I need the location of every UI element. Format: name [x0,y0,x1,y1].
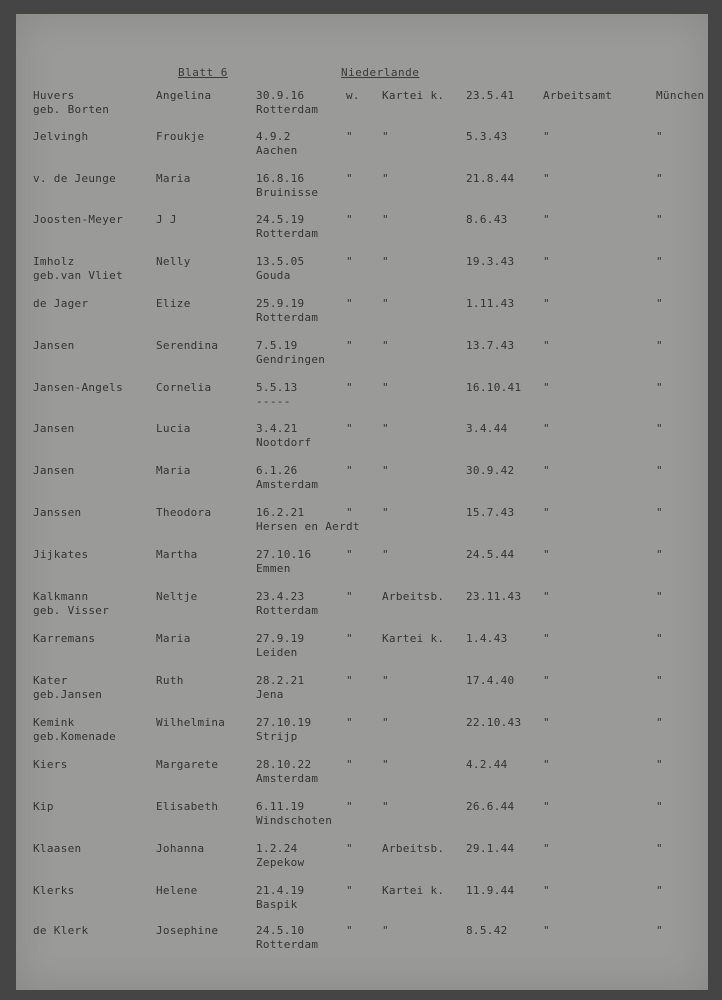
registration-date: 8.6.43 [466,213,508,226]
office: " [543,548,550,561]
office: " [543,842,550,855]
sex: " [346,172,353,185]
table-row [16,674,708,714]
birth-place: Hersen en Aerdt [256,520,360,533]
surname: Huvers [33,89,75,102]
city: " [656,548,663,561]
first-name: Theodora [156,506,212,519]
city: " [656,674,663,687]
table-row [16,884,708,924]
office: " [543,464,550,477]
first-name: Elize [156,297,191,310]
birth-date: 27.10.16 [256,548,312,561]
card-type: " [382,213,389,226]
surname: Imholz [33,255,75,268]
birth-date: 24.5.10 [256,924,305,937]
registration-date: 16.10.41 [466,381,522,394]
surname: Kalkmann [33,590,89,603]
city: " [656,172,663,185]
table-row [16,213,708,253]
first-name: Elisabeth [156,800,219,813]
registration-date: 11.9.44 [466,884,515,897]
birth-place: Amsterdam [256,478,319,491]
sex: " [346,381,353,394]
table-row [16,89,708,129]
card-type: " [382,716,389,729]
birth-date: 28.10.22 [256,758,312,771]
first-name: Margarete [156,758,219,771]
office: " [543,506,550,519]
city: " [656,381,663,394]
birth-date: 25.9.19 [256,297,305,310]
card-type: Arbeitsb. [382,590,445,603]
birth-place: Emmen [256,562,291,575]
card-type: " [382,130,389,143]
sex: " [346,255,353,268]
sex: " [346,130,353,143]
registration-date: 30.9.42 [466,464,515,477]
birth-place: Gouda [256,269,291,282]
birth-date: 23.4.23 [256,590,305,603]
birth-place: Rotterdam [256,103,319,116]
table-row [16,758,708,798]
surname: Jijkates [33,548,89,561]
registration-date: 22.10.43 [466,716,522,729]
birth-date: 24.5.19 [256,213,305,226]
card-type: " [382,172,389,185]
office: Arbeitsamt [543,89,613,102]
office: " [543,297,550,310]
table-row [16,172,708,212]
city: " [656,758,663,771]
office: " [543,130,550,143]
first-name: Johanna [156,842,205,855]
table-row [16,924,708,964]
sex: " [346,213,353,226]
registration-date: 1.11.43 [466,297,515,310]
sex: " [346,924,353,937]
birth-date: 16.8.16 [256,172,305,185]
city: München [656,89,705,102]
birth-place: Strijp [256,730,298,743]
surname: Jansen [33,339,75,352]
birth-date: 6.1.26 [256,464,298,477]
card-type: Kartei k. [382,884,445,897]
first-name: Wilhelmina [156,716,226,729]
office: " [543,632,550,645]
registration-date: 26.6.44 [466,800,515,813]
first-name: Serendina [156,339,219,352]
table-row [16,381,708,421]
birth-place: Zepekow [256,856,305,869]
office: " [543,381,550,394]
birth-place: Leiden [256,646,298,659]
registration-date: 4.2.44 [466,758,508,771]
surname: Kemink [33,716,75,729]
table-row [16,422,708,462]
card-type: " [382,255,389,268]
first-name: Lucia [156,422,191,435]
registration-date: 19.3.43 [466,255,515,268]
entry-list [16,14,708,990]
office: " [543,422,550,435]
office: " [543,213,550,226]
birth-date: 5.5.13 [256,381,298,394]
surname: de Jager [33,297,89,310]
office: " [543,255,550,268]
city: " [656,255,663,268]
surname: Kip [33,800,54,813]
city: " [656,632,663,645]
birth-date: 21.4.19 [256,884,305,897]
sex: " [346,842,353,855]
first-name: J J [156,213,177,226]
office: " [543,590,550,603]
sex: " [346,800,353,813]
birth-date: 6.11.19 [256,800,305,813]
table-row [16,716,708,756]
registration-date: 23.5.41 [466,89,515,102]
city: " [656,464,663,477]
country-heading: Niederlande [341,66,420,79]
office: " [543,716,550,729]
registration-date: 24.5.44 [466,548,515,561]
city: " [656,884,663,897]
birth-date: 28.2.21 [256,674,305,687]
card-type: " [382,924,389,937]
sex: " [346,506,353,519]
registration-date: 29.1.44 [466,842,515,855]
sex: " [346,339,353,352]
birth-place: Bruinisse [256,186,319,199]
sheet-number: Blatt 6 [178,66,228,79]
birth-date: 4.9.2 [256,130,291,143]
table-row [16,590,708,630]
card-type: " [382,674,389,687]
first-name: Helene [156,884,198,897]
birth-place: Nootdorf [256,436,312,449]
city: " [656,924,663,937]
first-name: Maria [156,464,191,477]
card-type: " [382,758,389,771]
maiden-name: geb. Borten [33,103,110,116]
city: " [656,800,663,813]
surname: Klaasen [33,842,82,855]
office: " [543,924,550,937]
first-name: Nelly [156,255,191,268]
surname: Joosten-Meyer [33,213,123,226]
card-type: " [382,548,389,561]
birth-place: Jena [256,688,284,701]
first-name: Angelina [156,89,212,102]
card-type: " [382,297,389,310]
maiden-name: geb.Jansen [33,688,103,701]
card-type: " [382,464,389,477]
surname: de Klerk [33,924,89,937]
card-type: " [382,381,389,394]
city: " [656,339,663,352]
birth-place: Aachen [256,144,298,157]
registration-date: 21.8.44 [466,172,515,185]
birth-date: 30.9.16 [256,89,305,102]
first-name: Josephine [156,924,219,937]
sex: " [346,297,353,310]
card-type: " [382,506,389,519]
table-row [16,464,708,504]
birth-place: Rotterdam [256,938,319,951]
table-row [16,506,708,546]
card-type: " [382,422,389,435]
table-row [16,800,708,840]
sex: " [346,548,353,561]
table-row [16,130,708,170]
table-row [16,842,708,882]
sex: " [346,590,353,603]
table-row [16,297,708,337]
birth-place: ----- [256,395,291,408]
office: " [543,172,550,185]
first-name: Martha [156,548,198,561]
surname: Janssen [33,506,82,519]
birth-place: Gendringen [256,353,326,366]
office: " [543,674,550,687]
birth-date: 27.9.19 [256,632,305,645]
birth-place: Rotterdam [256,227,319,240]
sex: " [346,464,353,477]
registration-date: 8.5.42 [466,924,508,937]
surname: Jelvingh [33,130,89,143]
document-sheet [16,14,708,990]
birth-place: Amsterdam [256,772,319,785]
card-type: " [382,800,389,813]
first-name: Cornelia [156,381,212,394]
birth-date: 7.5.19 [256,339,298,352]
card-type: Kartei k. [382,632,445,645]
sex: w. [346,89,360,102]
city: " [656,716,663,729]
surname: Karremans [33,632,96,645]
birth-date: 16.2.21 [256,506,305,519]
city: " [656,842,663,855]
card-type: " [382,339,389,352]
maiden-name: geb.Komenade [33,730,117,743]
sex: " [346,716,353,729]
first-name: Froukje [156,130,205,143]
city: " [656,297,663,310]
maiden-name: geb. Visser [33,604,110,617]
birth-date: 1.2.24 [256,842,298,855]
office: " [543,339,550,352]
surname: Jansen [33,464,75,477]
birth-place: Baspik [256,898,298,911]
surname: v. de Jeunge [33,172,117,185]
registration-date: 5.3.43 [466,130,508,143]
sex: " [346,758,353,771]
surname: Klerks [33,884,75,897]
card-type: Kartei k. [382,89,445,102]
surname: Jansen-Angels [33,381,123,394]
sex: " [346,422,353,435]
table-row [16,339,708,379]
birth-date: 13.5.05 [256,255,305,268]
maiden-name: geb.van Vliet [33,269,123,282]
registration-date: 17.4.40 [466,674,515,687]
table-row [16,255,708,295]
registration-date: 23.11.43 [466,590,522,603]
card-type: Arbeitsb. [382,842,445,855]
city: " [656,130,663,143]
first-name: Neltje [156,590,198,603]
surname: Jansen [33,422,75,435]
registration-date: 1.4.43 [466,632,508,645]
table-row [16,548,708,588]
birth-place: Windschoten [256,814,333,827]
registration-date: 13.7.43 [466,339,515,352]
birth-date: 27.10.19 [256,716,312,729]
birth-place: Rotterdam [256,604,319,617]
first-name: Maria [156,632,191,645]
birth-place: Rotterdam [256,311,319,324]
first-name: Ruth [156,674,184,687]
table-row [16,632,708,672]
city: " [656,422,663,435]
registration-date: 15.7.43 [466,506,515,519]
birth-date: 3.4.21 [256,422,298,435]
office: " [543,884,550,897]
office: " [543,800,550,813]
surname: Kater [33,674,68,687]
city: " [656,590,663,603]
surname: Kiers [33,758,68,771]
sex: " [346,674,353,687]
city: " [656,213,663,226]
registration-date: 3.4.44 [466,422,508,435]
city: " [656,506,663,519]
first-name: Maria [156,172,191,185]
sex: " [346,884,353,897]
office: " [543,758,550,771]
sex: " [346,632,353,645]
